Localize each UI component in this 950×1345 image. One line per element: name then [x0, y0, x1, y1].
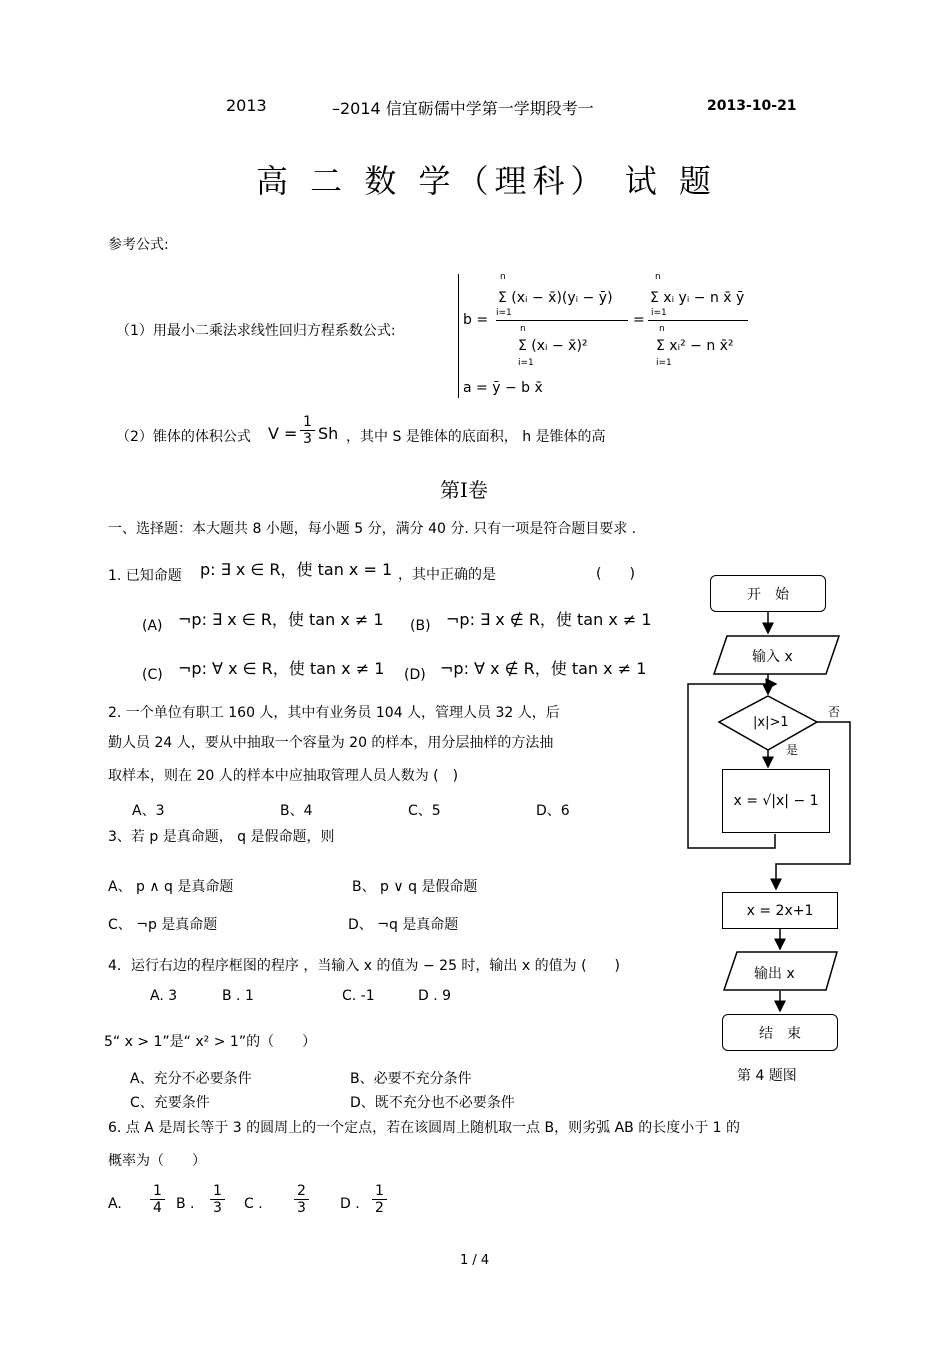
flowchart-end: 结 束	[722, 1014, 838, 1051]
q6-line2: 概率为（ ）	[108, 1153, 206, 1169]
formula2-Sh: Sh	[318, 424, 339, 443]
q1-option-b: ¬p: ∃ x ∉ R，使 tan x ≠ 1	[446, 610, 652, 629]
q4-option-c: C. -1	[342, 988, 375, 1004]
page-title: 高 二 数 学（理科） 试 题	[256, 162, 717, 200]
q1-option-a: ¬p: ∃ x ∈ R，使 tan x ≠ 1	[178, 610, 384, 629]
q4-stem: 4．运行右边的程序框图的程序 ，当输入 x 的值为 − 25 时，输出 x 的值为 ( )	[108, 958, 620, 974]
formula-num2: Σ xᵢ yᵢ − n x̄ ȳ	[650, 290, 745, 306]
q6-a-den: 4	[153, 1200, 162, 1216]
q1-b-label: (B)	[410, 618, 431, 634]
flowchart-start: 开 始	[710, 575, 826, 612]
q5-stem: 5“ x > 1”是“ x² > 1”的（ ）	[104, 1034, 317, 1050]
flowchart-condition: |x|>1	[753, 715, 789, 730]
q3-option-a: A、 p ∧ q 是真命题	[108, 879, 234, 895]
q2-option-c: C、5	[408, 803, 441, 819]
q1-c-label: (C)	[142, 667, 163, 683]
q5-option-d: D、既不充分也不必要条件	[350, 1095, 515, 1111]
q5-option-c: C、充要条件	[130, 1095, 210, 1111]
flowchart-no-label: 否	[828, 705, 841, 719]
sum-bottom-1: i=1	[496, 308, 512, 318]
q6-c-label: C .	[244, 1196, 263, 1212]
flowchart-assign1: x = √|x| − 1	[722, 769, 830, 833]
formula-num1: Σ (xᵢ − x̄)(yᵢ − ȳ)	[498, 290, 613, 306]
formula1-label: （1）用最小二乘法求线性回归方程系数公式:	[116, 323, 396, 339]
q4-option-a: A. 3	[150, 988, 178, 1004]
q2-line1: 2. 一个单位有职工 160 人，其中有业务员 104 人，管理人员 32 人，后	[108, 705, 560, 721]
q6-b-den: 3	[213, 1200, 222, 1216]
q1-d-label: (D)	[404, 667, 426, 683]
flowchart-output: 输出 x	[754, 966, 795, 982]
sum-bottom-4: i=1	[656, 358, 672, 368]
q1-formula: p: ∃ x ∈ R，使 tan x = 1	[200, 560, 393, 579]
q5-option-a: A、充分不必要条件	[130, 1071, 252, 1087]
q2-line3: 取样本，则在 20 人的样本中应抽取管理人员人数为 ( )	[108, 768, 459, 784]
flowchart-caption: 第 4 题图	[737, 1068, 797, 1084]
formula2-den: 3	[303, 431, 312, 447]
formula2-V: V =	[268, 424, 298, 443]
q3-option-c: C、 ¬p 是真命题	[108, 917, 218, 933]
header-year: 2013	[226, 96, 267, 115]
section-heading: 第Ⅰ卷	[440, 478, 488, 502]
q2-option-a: A、3	[132, 803, 165, 819]
q3-option-d: D、 ¬q 是真命题	[348, 917, 459, 933]
q6-d-num: 1	[372, 1183, 387, 1200]
sum-top-2: n	[655, 272, 661, 282]
q4-option-d: D . 9	[418, 988, 452, 1004]
q3-stem: 3、若 p 是真命题， q 是假命题，则	[108, 829, 335, 845]
formula2-label: （2）锥体的体积公式	[116, 429, 251, 445]
q2-option-b: B、4	[280, 803, 313, 819]
q2-line2: 勤人员 24 人，要从中抽取一个容量为 20 的样本，用分层抽样的方法抽	[108, 735, 554, 751]
q4-option-b: B . 1	[222, 988, 254, 1004]
q6-c-num: 2	[294, 1183, 309, 1200]
flowchart-yes-label: 是	[786, 743, 799, 757]
q6-d-den: 2	[375, 1200, 384, 1216]
q1-option-d: ¬p: ∀ x ∉ R，使 tan x ≠ 1	[440, 659, 647, 678]
flowchart-input: 输入 x	[752, 649, 793, 665]
header-school: –2014 信宜砺儒中学第一学期段考一	[332, 99, 594, 118]
q6-c-den: 3	[297, 1200, 306, 1216]
q2-option-d: D、6	[536, 803, 570, 819]
q6-a-num: 1	[150, 1183, 165, 1200]
formula2-num: 1	[300, 414, 315, 431]
formula-b: b =	[463, 312, 489, 328]
formula-den1: Σ (xᵢ − x̄)²	[518, 338, 588, 354]
sum-bottom-3: i=1	[518, 358, 534, 368]
q6-b-num: 1	[210, 1183, 225, 1200]
ref-label: 参考公式:	[108, 237, 169, 253]
q1-tail: ，其中正确的是	[398, 567, 496, 583]
sum-bottom-2: i=1	[651, 308, 667, 318]
sum-top-1: n	[500, 272, 506, 282]
sum-top-3: n	[520, 324, 526, 334]
formula-den2: Σ xᵢ² − n x̄²	[656, 338, 734, 354]
formula-a: a = ȳ − b x̄	[463, 380, 543, 396]
formula2-rest: ，其中 S 是锥体的底面积， h 是锥体的高	[346, 429, 606, 445]
q1-paren: ( )	[596, 566, 635, 582]
q6-b-label: B .	[176, 1196, 195, 1212]
q6-line1: 6. 点 A 是周长等于 3 的圆周上的一个定点，若在该圆周上随机取一点 B，则劣弧 AB 的长度小于 1 的	[108, 1120, 741, 1136]
page-number: 1 / 4	[460, 1253, 490, 1268]
sum-top-4: n	[659, 324, 665, 334]
q6-d-label: D .	[340, 1196, 360, 1212]
q6-a-label: A.	[108, 1196, 122, 1212]
formula-eq: =	[633, 312, 645, 328]
instructions: 一、选择题：本大题共 8 小题，每小题 5 分，满分 40 分. 只有一项是符合题目要求 .	[108, 521, 637, 537]
header-date: 2013-10-21	[707, 98, 797, 114]
q1-a-label: (A)	[142, 618, 163, 634]
q5-option-b: B、必要不充分条件	[350, 1071, 472, 1087]
flowchart-assign2: x = 2x+1	[722, 892, 838, 929]
q3-option-b: B、 p ∨ q 是假命题	[352, 879, 478, 895]
q1-option-c: ¬p: ∀ x ∈ R，使 tan x ≠ 1	[178, 659, 385, 678]
q1-stem: 1. 已知命题	[108, 568, 182, 584]
